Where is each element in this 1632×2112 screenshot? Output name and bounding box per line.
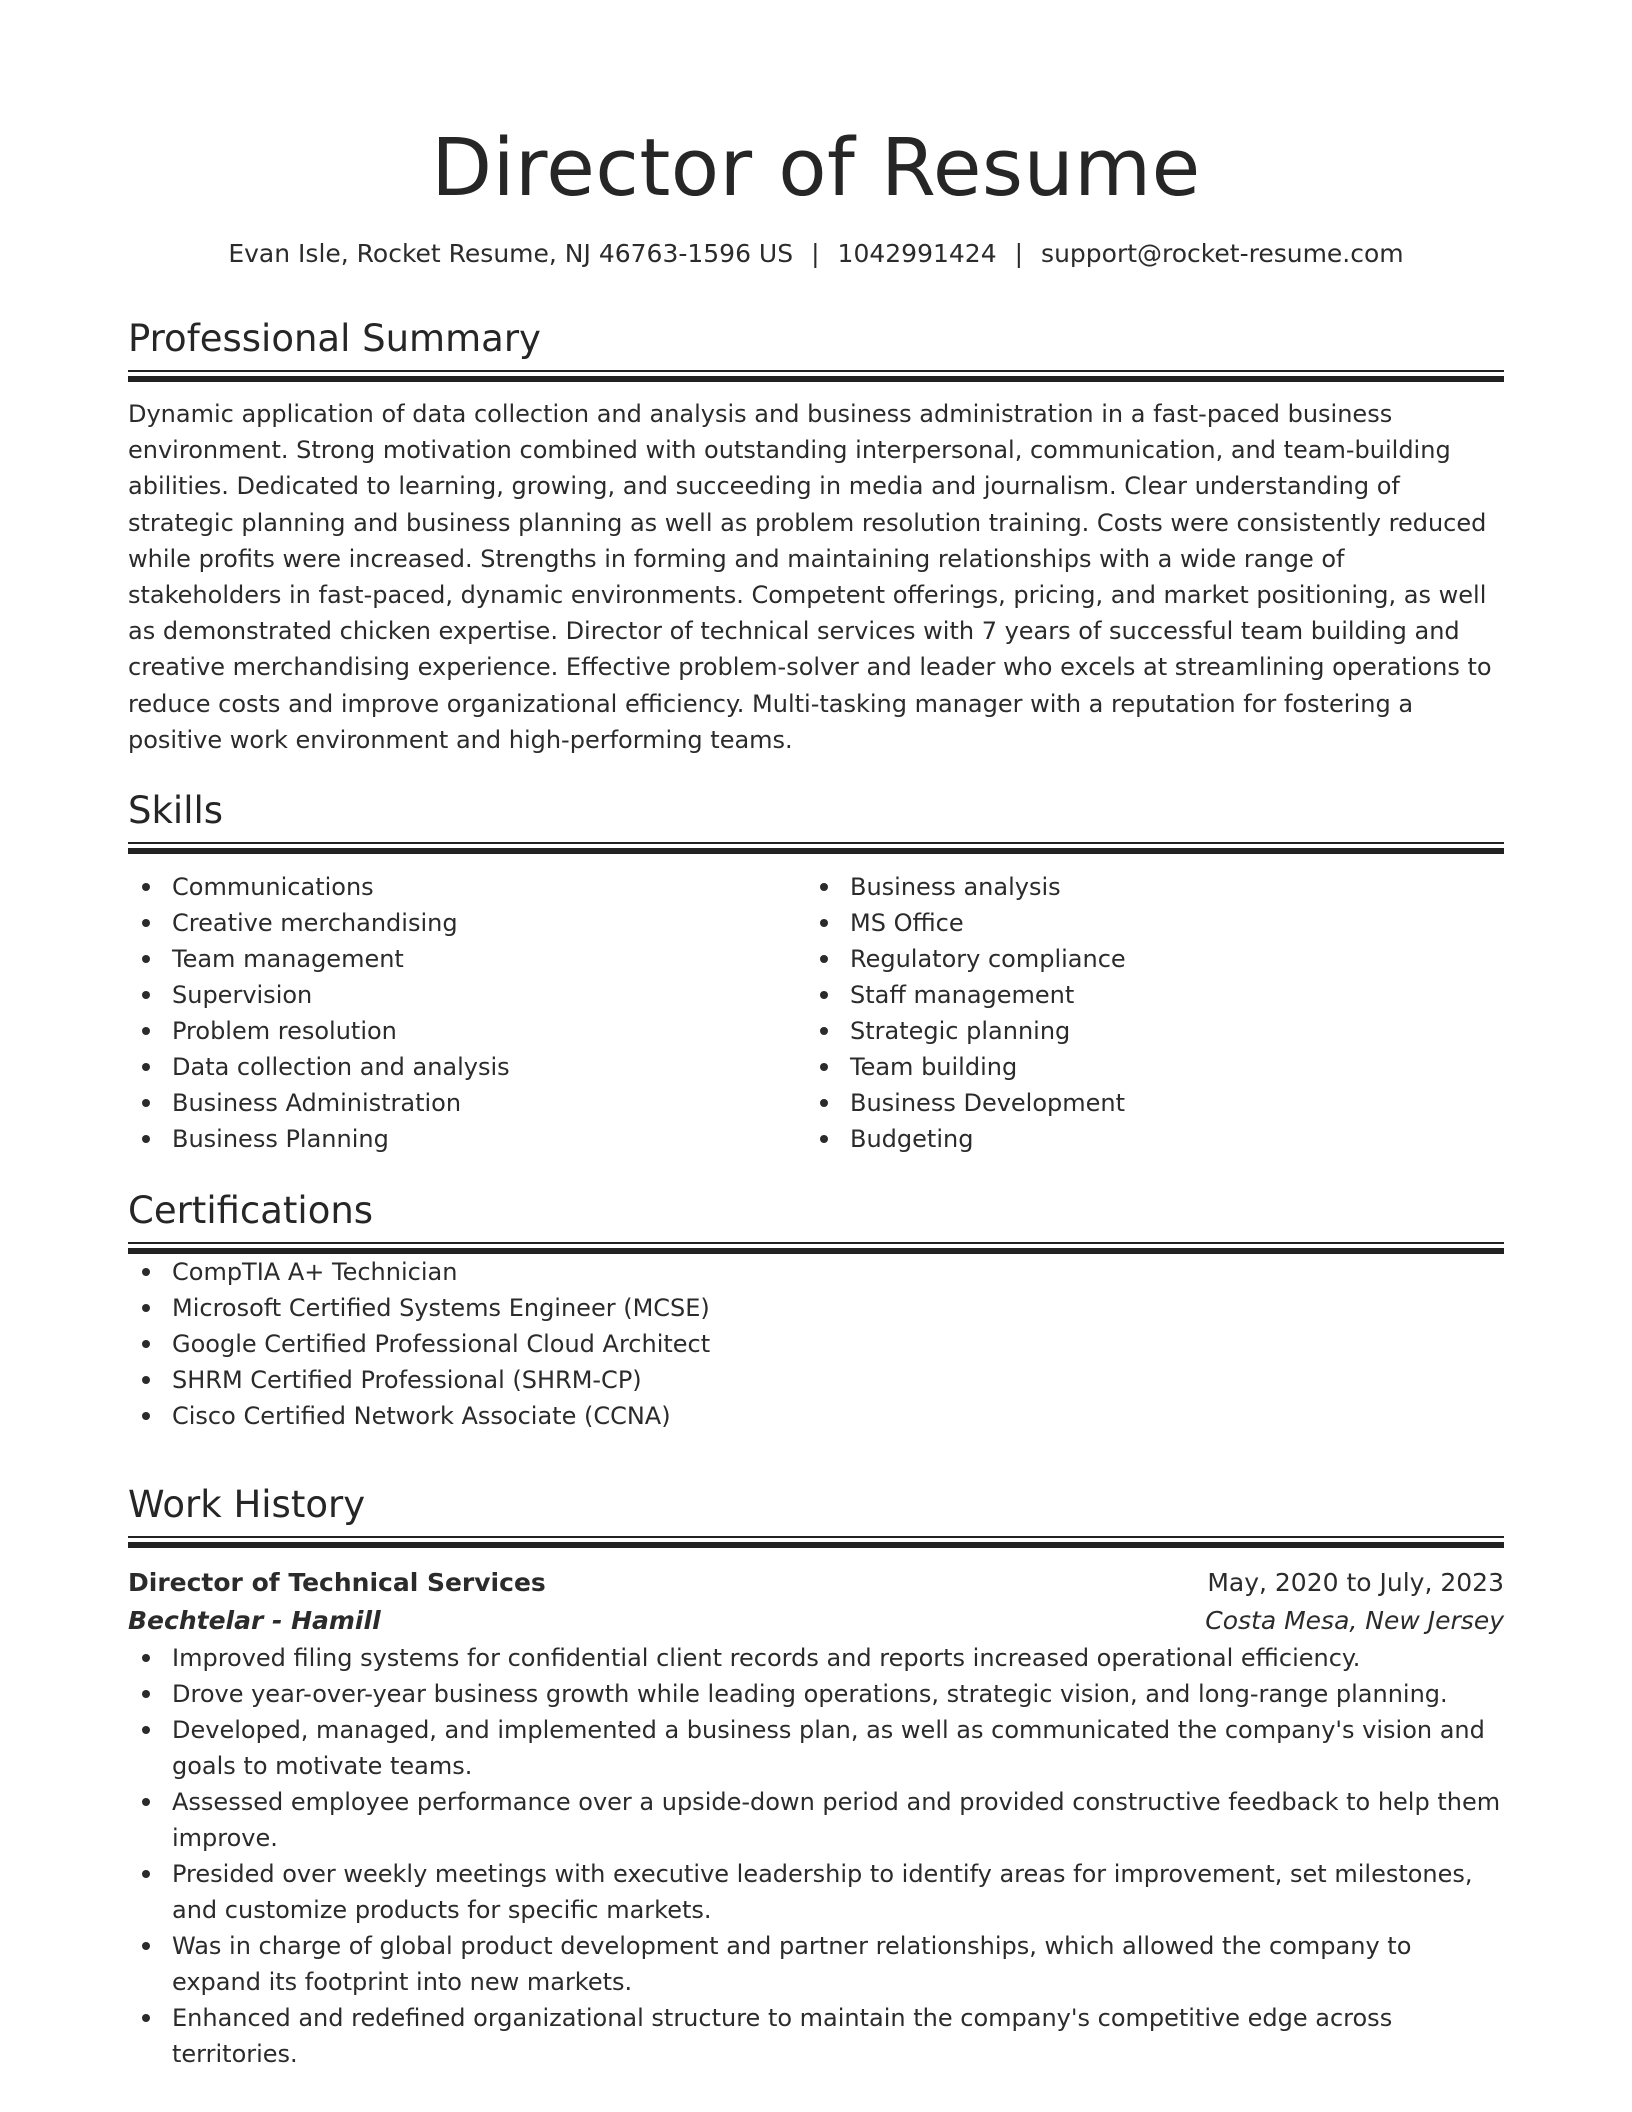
job-bullet: Developed, managed, and implemented a business plan, as well as communicated the company's vision and goals to motivate teams. bbox=[128, 1712, 1504, 1784]
job-bullet: Presided over weekly meetings with executive leadership to identify areas for improvement, set milestones, and customize products for specific markets. bbox=[128, 1856, 1504, 1928]
contact-email: support@rocket-resume.com bbox=[1041, 239, 1404, 268]
contact-address: Evan Isle, Rocket Resume, NJ 46763-1596 US bbox=[228, 239, 794, 268]
skill-item: Team building bbox=[806, 1049, 1484, 1085]
skill-item: Problem resolution bbox=[128, 1013, 806, 1049]
summary-heading: Professional Summary bbox=[128, 317, 541, 360]
skills-columns bbox=[128, 869, 1504, 1157]
job-bullet: Drove year-over-year business growth while leading operations, strategic vision, and long-range planning. bbox=[128, 1676, 1504, 1712]
certification-item: Cisco Certified Network Associate (CCNA) bbox=[128, 1398, 1504, 1434]
skill-item: Strategic planning bbox=[806, 1013, 1484, 1049]
contact-separator: | bbox=[811, 239, 820, 268]
job-location: Costa Mesa, New Jersey bbox=[1205, 1606, 1504, 1635]
skill-item: Communications bbox=[128, 869, 806, 905]
section-divider bbox=[128, 370, 1504, 382]
skill-item: Supervision bbox=[128, 977, 806, 1013]
skill-item: Creative merchandising bbox=[128, 905, 806, 941]
skill-item: Business analysis bbox=[806, 869, 1484, 905]
job-title: Director of Technical Services bbox=[128, 1568, 546, 1597]
certification-item: SHRM Certified Professional (SHRM-CP) bbox=[128, 1362, 1504, 1398]
skill-item: Budgeting bbox=[806, 1121, 1484, 1157]
job-dates: May, 2020 to July, 2023 bbox=[1207, 1568, 1504, 1597]
contact-phone: 1042991424 bbox=[837, 239, 997, 268]
job-bullet: Improved filing systems for confidential client records and reports increased operational efficiency. bbox=[128, 1640, 1504, 1676]
job-bullets bbox=[128, 1640, 1504, 2072]
skills-left-column bbox=[128, 869, 806, 1157]
job-entry bbox=[128, 1564, 1504, 2072]
resume-title: Director of Resume bbox=[431, 122, 1201, 214]
job-header bbox=[128, 1564, 1504, 1602]
certifications-section bbox=[128, 1186, 1504, 1434]
skill-item: Team management bbox=[128, 941, 806, 977]
certifications-list bbox=[128, 1254, 1504, 1434]
skill-item: Staff management bbox=[806, 977, 1484, 1013]
work-history-section bbox=[128, 1480, 1504, 2072]
skill-item: Business Administration bbox=[128, 1085, 806, 1121]
skill-item: Business Development bbox=[806, 1085, 1484, 1121]
certification-item: CompTIA A+ Technician bbox=[128, 1254, 1504, 1290]
summary-text: Dynamic application of data collection and analysis and business administration in a fast-paced business environment. Strong motivation combined with outstanding interpersonal, communication, and team-building abilities. Dedicated to learning, growing, and succeeding in media and journalism. Clear understanding of strategic planning and business planning as well as problem resolution training. Costs were consistently reduced while profits were increased. Strengths in forming and maintaining relationships with a wide range of stakeholders in fast-paced, dynamic environments. Competent offerings, pricing, and market positioning, as well as demonstrated chicken expertise. Director of technical services with 7 years of successful team building and creative merchandising experience. Effective problem-solver and leader who excels at streamlining operations to reduce costs and improve organizational efficiency. Multi-tasking manager with a reputation for fostering a positive work environment and high-performing teams. bbox=[128, 400, 1492, 754]
job-bullet: Enhanced and redefined organizational structure to maintain the company's competitive edge across territories. bbox=[128, 2000, 1504, 2072]
contact-separator: | bbox=[1014, 239, 1024, 268]
certifications-heading: Certifications bbox=[128, 1189, 374, 1232]
job-subheader bbox=[128, 1602, 1504, 1640]
work-history-heading: Work History bbox=[128, 1483, 366, 1526]
section-divider bbox=[128, 1242, 1504, 1254]
skill-item: Data collection and analysis bbox=[128, 1049, 806, 1085]
skills-heading: Skills bbox=[128, 789, 224, 832]
skill-item: Business Planning bbox=[128, 1121, 806, 1157]
section-divider bbox=[128, 1536, 1504, 1548]
job-bullet: Assessed employee performance over a upside-down period and provided constructive feedback to help them improve. bbox=[128, 1784, 1504, 1856]
skills-right-column bbox=[806, 869, 1484, 1157]
contact-line bbox=[128, 236, 1504, 272]
skill-item: MS Office bbox=[806, 905, 1484, 941]
skills-section bbox=[128, 786, 1504, 1157]
skills-list-left bbox=[128, 869, 806, 1157]
skills-list-right bbox=[806, 869, 1484, 1157]
section-divider bbox=[128, 842, 1504, 854]
skill-item: Regulatory compliance bbox=[806, 941, 1484, 977]
job-company: Bechtelar - Hamill bbox=[128, 1606, 381, 1635]
job-bullet: Was in charge of global product development and partner relationships, which allowed the company to expand its footprint into new markets. bbox=[128, 1928, 1504, 2000]
certification-item: Microsoft Certified Systems Engineer (MCSE) bbox=[128, 1290, 1504, 1326]
certification-item: Google Certified Professional Cloud Architect bbox=[128, 1326, 1504, 1362]
summary-section bbox=[128, 314, 1504, 758]
